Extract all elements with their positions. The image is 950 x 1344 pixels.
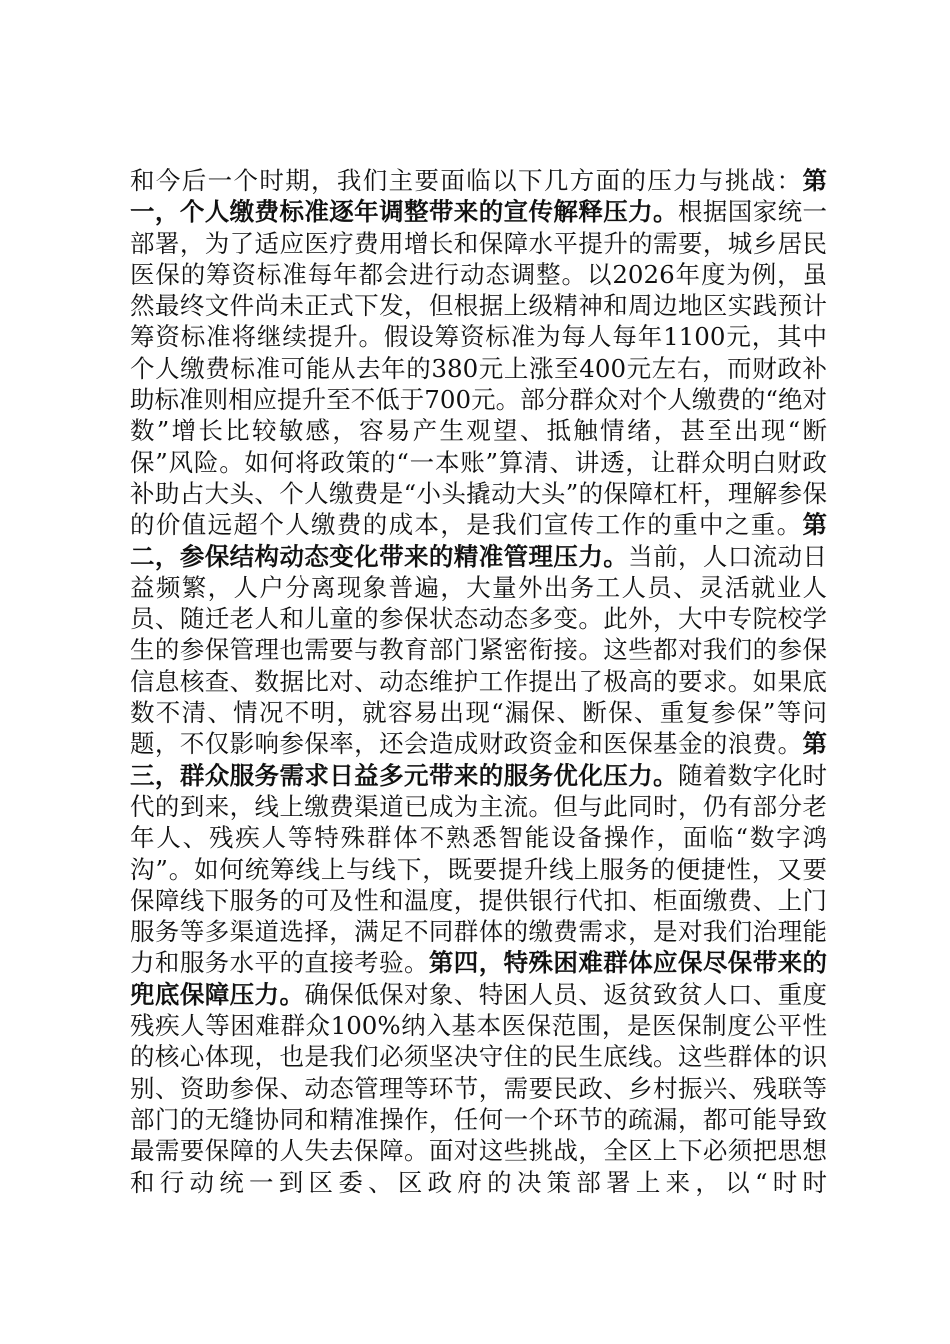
paragraph-text-segment: 随着数字化时代的到来，线上缴费渠道已成为主流。但与此同时，仍有部分老年人、残疾人等特殊群体不熟悉智能设备操作，面临“数字鸿沟”。如何统筹线上与线下，既要提升线上服务的便捷性，又要保障线下服务的可及性和温度，提供银行代扣、柜面缴费、上门服务等多渠道选择，满足不同群体的缴费需求，是对我们治理能力和服务水平的直接考验。: [130, 760, 828, 978]
paragraph-text-segment: 和今后一个时期，我们主要面临以下几方面的压力与挑战：: [130, 166, 803, 195]
heading-point-two: 第二，参保结构动态变化带来的精准管理压力。: [130, 510, 827, 571]
heading-point-three: 第三，群众服务需求日益多元带来的服务优化压力。: [130, 729, 827, 790]
paragraph-text-segment: 确保低保对象、特困人员、返贫致贫人口、重度残疾人等困难群众100%纳入基本医保范围，是医保制度公平性的核心体现，也是我们必须坚决守住的民生底线。这些群体的识别、资助参保、动态管理等环节，需要民政、乡村振兴、残联等部门的无缝协同和精准操作，任何一个环节的疏漏，都可能导致最需要保障的人失去保障。面对这些挑战，全区上下必须把思想和行动统一到区委、区政府的决策部署上来，以“时时: [130, 979, 828, 1197]
body-paragraph: [130, 165, 827, 1198]
heading-point-one: 第一，个人缴费标准逐年调整带来的宣传解释压力。: [130, 166, 827, 227]
paragraph-text-segment: 当前，人口流动日益频繁，人户分离现象普遍，大量外出务工人员、灵活就业人员、随迁老人和儿童的参保状态动态多变。此外，大中专院校学生的参保管理也需要与教育部门紧密衔接。这些都对我们的参保信息核查、数据比对、动态维护工作提出了极高的要求。如果底数不清、情况不明，就容易出现“漏保、断保、重复参保”等问题，不仅影响参保率，还会造成财政资金和医保基金的浪费。: [130, 541, 828, 759]
paragraph-text-segment: 根据国家统一部署，为了适应医疗费用增长和保障水平提升的需要，城乡居民医保的筹资标准每年都会进行动态调整。以2026年度为例，虽然最终文件尚未正式下发，但根据上级精神和周边地区实践预计筹资标准将继续提升。假设筹资标准为每人每年1100元，其中个人缴费标准可能从去年的380元上涨至400元左右，而财政补助标准则相应提升至不低于700元。部分群众对个人缴费的“绝对数”增长比较敏感，容易产生观望、抵触情绪，甚至出现“断保”风险。如何将政策的“一本账”算清、讲透，让群众明白财政补助占大头、个人缴费是“小头撬动大头”的保障杠杆，理解参保的价值远超个人缴费的成本，是我们宣传工作的重中之重。: [130, 197, 828, 540]
heading-point-four: 第四，特殊困难群体应保尽保带来的兜底保障压力。: [130, 948, 828, 1009]
